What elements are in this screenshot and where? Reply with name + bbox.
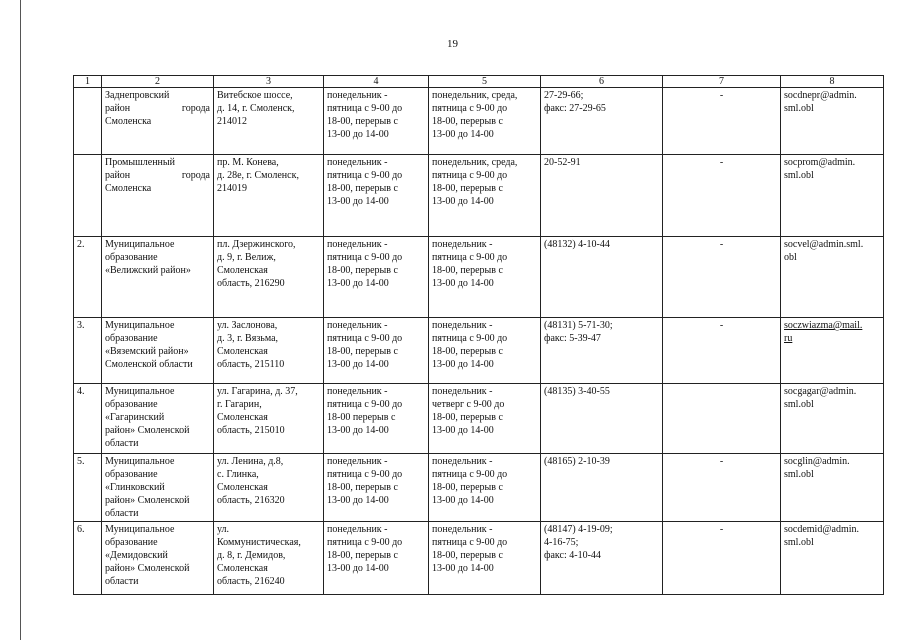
municipality-name-word: район» Смоленской (105, 495, 190, 506)
reception-hours-line: понедельник - (432, 239, 493, 250)
header-cell: 2 (102, 76, 214, 88)
municipality-name-word: «Демидовский (105, 550, 168, 561)
municipality-name-cell (102, 454, 214, 522)
address-line: область, 216320 (217, 495, 285, 506)
municipality-name-word: Промышленный (105, 157, 175, 168)
row-number: 2. (77, 239, 85, 250)
header-cell: 7 (663, 76, 781, 88)
municipality-name-word: «Глинковский (105, 482, 165, 493)
reception-hours-line: понедельник - (432, 320, 493, 331)
reception-hours-line: 18-00, перерыв с (432, 346, 503, 357)
address-line: область, 216240 (217, 576, 285, 587)
email-line: socdemid@admin. (784, 524, 860, 535)
working-hours-line: 18-00, перерыв с (327, 482, 398, 493)
municipality-name-word: города (181, 170, 210, 181)
header-cell: 1 (74, 76, 102, 88)
municipality-name-word: области (105, 576, 139, 587)
column-7-value: - (719, 456, 724, 467)
address-line: Смоленская (217, 563, 268, 574)
working-hours-line: 13-00 до 14-00 (327, 495, 389, 506)
email-line[interactable]: ru (784, 333, 793, 344)
reception-hours-line: 13-00 до 14-00 (432, 129, 494, 140)
phone-cell (541, 88, 663, 155)
table-row (74, 155, 884, 237)
row-number: 3. (77, 320, 85, 331)
municipality-name-word: «Велижский район» (105, 265, 191, 276)
working-hours-line: понедельник - (327, 524, 388, 535)
municipality-name-word: «Гагаринский (105, 412, 165, 423)
municipality-name-word: Муниципальное (105, 524, 175, 535)
reception-hours-cell (429, 384, 541, 454)
working-hours-line: 13-00 до 14-00 (327, 563, 389, 574)
municipality-name-line (105, 264, 210, 277)
address-line: Коммунистическая, (217, 537, 301, 548)
row-number-cell (74, 237, 102, 318)
working-hours-line: понедельник - (327, 456, 388, 467)
working-hours-line: 18-00, перерыв с (327, 346, 398, 357)
row-number-cell (74, 522, 102, 595)
table-row (74, 384, 884, 454)
municipality-name-line (105, 549, 210, 562)
phone-line: (48147) 4-19-09; (544, 524, 613, 535)
email-cell (781, 88, 884, 155)
row-number: 6. (77, 524, 85, 535)
address-line: Витебское шоссе, (217, 90, 293, 101)
reception-hours-line: пятница с 9-00 до (432, 469, 508, 480)
phone-line: (48135) 3-40-55 (544, 386, 610, 397)
municipality-name-line (105, 332, 210, 345)
address-line: с. Глинка, (217, 469, 259, 480)
address-line: пр. М. Конева, (217, 157, 279, 168)
column-7-value: - (719, 157, 724, 168)
municipality-name-line (105, 481, 210, 494)
municipality-name-line (105, 424, 210, 437)
municipality-name-word: район» Смоленской (105, 425, 190, 436)
column-7-value: - (719, 320, 724, 331)
email-cell (781, 155, 884, 237)
reception-hours-line: понедельник, среда, (432, 157, 518, 168)
email-line: socdnepr@admin. (784, 90, 857, 101)
municipality-name-line (105, 455, 210, 468)
working-hours-cell (324, 384, 429, 454)
address-line: ул. Гагарина, д. 37, (217, 386, 298, 397)
address-line: д. 8, г. Демидов, (217, 550, 286, 561)
address-line: ул. Ленина, д.8, (217, 456, 284, 467)
phone-cell (541, 384, 663, 454)
column-7-cell (663, 318, 781, 384)
reception-hours-cell (429, 88, 541, 155)
address-cell (214, 237, 324, 318)
reception-hours-cell (429, 522, 541, 595)
reception-hours-line: пятница с 9-00 до (432, 170, 508, 181)
municipality-name-line (105, 468, 210, 481)
reception-hours-line: 18-00, перерыв с (432, 183, 503, 194)
address-line: область, 216290 (217, 278, 285, 289)
municipality-name-line (105, 562, 210, 575)
phone-cell (541, 454, 663, 522)
municipality-name-line (105, 523, 210, 536)
table-row (74, 318, 884, 384)
municipality-name-cell (102, 237, 214, 318)
working-hours-cell (324, 155, 429, 237)
municipality-name-word: район (105, 170, 131, 181)
address-cell (214, 384, 324, 454)
header-cell: 6 (541, 76, 663, 88)
working-hours-line: пятница с 9-00 до (327, 469, 403, 480)
working-hours-line: 18-00 перерыв с (327, 412, 396, 423)
address-line: Смоленская (217, 412, 268, 423)
municipality-name-line (105, 494, 210, 507)
working-hours-cell (324, 318, 429, 384)
municipality-name-line (105, 411, 210, 424)
column-7-cell (663, 522, 781, 595)
municipality-name-line (105, 437, 210, 450)
email-line: socglin@admin. (784, 456, 850, 467)
reception-hours-line: понедельник - (432, 386, 493, 397)
reception-hours-line: 13-00 до 14-00 (432, 563, 494, 574)
municipality-name-line (105, 156, 210, 169)
municipality-name-word: «Вяземский район» (105, 346, 189, 357)
reception-hours-line: четверг с 9-00 до (432, 399, 505, 410)
working-hours-line: пятница с 9-00 до (327, 252, 403, 263)
phone-cell (541, 522, 663, 595)
municipality-name-word: области (105, 438, 139, 449)
email-cell (781, 522, 884, 595)
municipality-name-line (105, 238, 210, 251)
phone-line: 4-16-75; (544, 537, 579, 548)
municipality-name-word: образование (105, 333, 158, 344)
municipality-name-word: города (181, 103, 210, 114)
address-cell (214, 88, 324, 155)
working-hours-line: пятница с 9-00 до (327, 170, 403, 181)
working-hours-line: пятница с 9-00 до (327, 399, 403, 410)
working-hours-cell (324, 237, 429, 318)
municipality-name-word: образование (105, 537, 158, 548)
address-line: пл. Дзержинского, (217, 239, 296, 250)
row-number-cell (74, 384, 102, 454)
phone-line: 20-52-91 (544, 157, 581, 168)
column-7-value: - (719, 524, 724, 535)
header-cell: 3 (214, 76, 324, 88)
municipality-name-cell (102, 318, 214, 384)
address-line: г. Гагарин, (217, 399, 262, 410)
row-number-cell (74, 318, 102, 384)
address-line: д. 9, г. Велиж, (217, 252, 276, 263)
municipality-name-word: Смоленска (105, 183, 152, 194)
working-hours-line: пятница с 9-00 до (327, 333, 403, 344)
binding-margin-line (20, 0, 21, 640)
email-line: socgagar@admin. (784, 386, 857, 397)
municipality-name-cell (102, 384, 214, 454)
working-hours-line: 13-00 до 14-00 (327, 359, 389, 370)
table-row (74, 237, 884, 318)
reception-hours-line: 18-00, перерыв с (432, 116, 503, 127)
reception-hours-line: 18-00, перерыв с (432, 265, 503, 276)
working-hours-cell (324, 454, 429, 522)
reception-hours-cell (429, 237, 541, 318)
municipality-name-cell (102, 88, 214, 155)
row-number-cell (74, 454, 102, 522)
address-cell (214, 318, 324, 384)
working-hours-line: понедельник - (327, 320, 388, 331)
reception-hours-line: 13-00 до 14-00 (432, 359, 494, 370)
working-hours-line: 18-00, перерыв с (327, 550, 398, 561)
column-7-cell (663, 88, 781, 155)
municipality-name-line (105, 345, 210, 358)
email-cell (781, 454, 884, 522)
phone-line: (48165) 2-10-39 (544, 456, 610, 467)
address-line: область, 215010 (217, 425, 285, 436)
address-line: ул. Заслонова, (217, 320, 278, 331)
email-cell (781, 384, 884, 454)
email-line: sml.obl (784, 103, 814, 114)
address-cell (214, 155, 324, 237)
address-line: Смоленская (217, 482, 268, 493)
municipality-name-line (105, 536, 210, 549)
municipality-name-line (105, 115, 210, 128)
municipality-name-word: Заднепровский (105, 90, 170, 101)
address-line: Смоленская (217, 265, 268, 276)
working-hours-line: 13-00 до 14-00 (327, 278, 389, 289)
table-header-row (74, 76, 884, 88)
municipality-name-word: Смоленска (105, 116, 152, 127)
reception-hours-line: понедельник - (432, 524, 493, 535)
row-number-cell (74, 155, 102, 237)
page-number: 19 (447, 38, 458, 50)
email-line: socprom@admin. (784, 157, 856, 168)
phone-line: факс: 5-39-47 (544, 333, 601, 344)
working-hours-line: понедельник - (327, 386, 388, 397)
address-line: ул. (217, 524, 230, 535)
address-line: д. 3, г. Вязьма, (217, 333, 279, 344)
municipality-name-line (105, 385, 210, 398)
working-hours-cell (324, 522, 429, 595)
header-cell: 8 (781, 76, 884, 88)
municipality-name-word: Муниципальное (105, 239, 175, 250)
municipality-name-cell (102, 522, 214, 595)
municipality-name-line (105, 398, 210, 411)
column-7-value: - (719, 239, 724, 250)
reception-hours-line: 18-00, перерыв с (432, 482, 503, 493)
header-cell: 4 (324, 76, 429, 88)
column-7-cell (663, 155, 781, 237)
reception-hours-line: 18-00, перерыв с (432, 550, 503, 561)
address-cell (214, 522, 324, 595)
reception-hours-line: 18-00, перерыв с (432, 412, 503, 423)
municipality-name-word: район» Смоленской (105, 563, 190, 574)
working-hours-line: понедельник - (327, 239, 388, 250)
municipality-name-word: Муниципальное (105, 456, 175, 467)
reception-hours-line: понедельник - (432, 456, 493, 467)
column-7-cell (663, 237, 781, 318)
working-hours-line: понедельник - (327, 157, 388, 168)
email-cell (781, 237, 884, 318)
reception-hours-line: пятница с 9-00 до (432, 252, 508, 263)
phone-line: 27-29-66; (544, 90, 584, 101)
email-line[interactable]: soczwiazma@mail. (784, 320, 863, 331)
working-hours-line: 18-00, перерыв с (327, 116, 398, 127)
municipality-name-line (105, 319, 210, 332)
table-row (74, 454, 884, 522)
municipality-name-line (105, 251, 210, 264)
address-line: 214012 (217, 116, 247, 127)
municipality-name-cell (102, 155, 214, 237)
column-7-value: - (719, 90, 724, 101)
municipality-name-word: области (105, 508, 139, 519)
reception-hours-line: пятница с 9-00 до (432, 333, 508, 344)
column-7-cell (663, 454, 781, 522)
phone-line: факс: 27-29-65 (544, 103, 606, 114)
municipality-name-line (105, 182, 210, 195)
address-line: д. 28е, г. Смоленск, (217, 170, 299, 181)
municipality-name-word: образование (105, 399, 158, 410)
email-line: sml.obl (784, 469, 814, 480)
column-7-cell (663, 384, 781, 454)
reception-hours-line: пятница с 9-00 до (432, 537, 508, 548)
table-row (74, 88, 884, 155)
email-line: sml.obl (784, 399, 814, 410)
email-line: sml.obl (784, 537, 814, 548)
email-cell (781, 318, 884, 384)
working-hours-line: пятница с 9-00 до (327, 537, 403, 548)
municipality-name-line (105, 89, 210, 102)
email-line: socvel@admin.sml. (784, 239, 864, 250)
email-line: sml.obl (784, 170, 814, 181)
address-line: 214019 (217, 183, 247, 194)
address-line: область, 215110 (217, 359, 285, 370)
municipality-name-word: район (105, 103, 131, 114)
address-line: д. 14, г. Смоленск, (217, 103, 295, 114)
working-hours-line: 13-00 до 14-00 (327, 196, 389, 207)
working-hours-line: понедельник - (327, 90, 388, 101)
phone-line: (48131) 5-71-30; (544, 320, 613, 331)
working-hours-cell (324, 88, 429, 155)
row-number-cell (74, 88, 102, 155)
row-number: 4. (77, 386, 85, 397)
working-hours-line: 13-00 до 14-00 (327, 425, 389, 436)
reception-hours-line: 13-00 до 14-00 (432, 278, 494, 289)
municipality-name-line (105, 102, 210, 115)
address-line: Смоленская (217, 346, 268, 357)
working-hours-line: 13-00 до 14-00 (327, 129, 389, 140)
reception-hours-cell (429, 155, 541, 237)
reception-hours-cell (429, 454, 541, 522)
working-hours-line: пятница с 9-00 до (327, 103, 403, 114)
phone-cell (541, 237, 663, 318)
municipality-name-line (105, 575, 210, 588)
reception-hours-line: 13-00 до 14-00 (432, 196, 494, 207)
reception-hours-cell (429, 318, 541, 384)
table-row (74, 522, 884, 595)
phone-cell (541, 155, 663, 237)
reception-hours-line: 13-00 до 14-00 (432, 425, 494, 436)
email-line: obl (784, 252, 797, 263)
phone-line: факс: 4-10-44 (544, 550, 601, 561)
municipality-name-word: образование (105, 252, 158, 263)
working-hours-line: 18-00, перерыв с (327, 183, 398, 194)
header-cell: 5 (429, 76, 541, 88)
municipality-name-line (105, 358, 210, 371)
municipality-name-word: Муниципальное (105, 386, 175, 397)
municipality-name-line (105, 169, 210, 182)
municipality-name-word: Смоленской области (105, 359, 193, 370)
municipality-name-word: образование (105, 469, 158, 480)
phone-cell (541, 318, 663, 384)
reception-hours-line: пятница с 9-00 до (432, 103, 508, 114)
municipality-name-line (105, 507, 210, 520)
reception-hours-line: понедельник, среда, (432, 90, 518, 101)
row-number: 5. (77, 456, 85, 467)
reception-hours-line: 13-00 до 14-00 (432, 495, 494, 506)
municipality-name-word: Муниципальное (105, 320, 175, 331)
contacts-table (73, 75, 884, 595)
working-hours-line: 18-00, перерыв с (327, 265, 398, 276)
address-cell (214, 454, 324, 522)
phone-line: (48132) 4-10-44 (544, 239, 610, 250)
